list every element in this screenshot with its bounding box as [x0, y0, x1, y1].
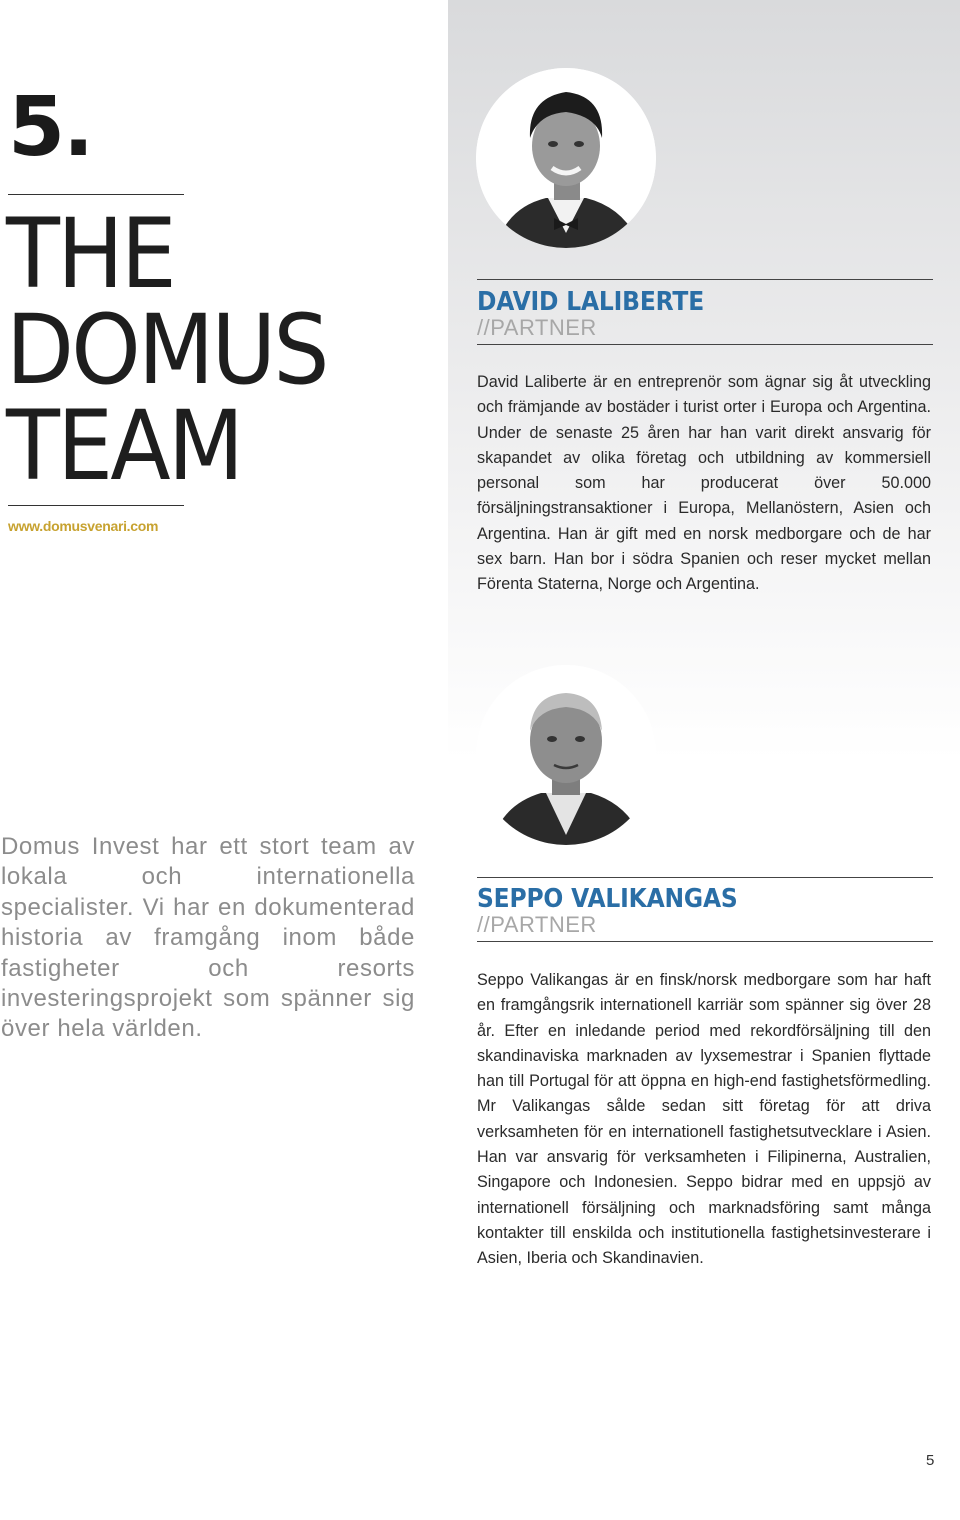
david-top-divider [477, 279, 933, 280]
page-number: 5 [926, 1452, 935, 1469]
title-line-2: DOMUS [6, 294, 327, 406]
seppo-top-divider [477, 877, 933, 878]
intro-text: Domus Invest har ett stort team av lokala och internationella specialister. Vi har en dokumenterad historia av framgång inom både fastigheter och resorts investeringsprojekt som spänner sig över hela världen. [1, 833, 415, 1043]
portrait-david-image [476, 68, 656, 248]
person-name-david: DAVID LALIBERTE [477, 287, 705, 317]
chapter-number: 5. [8, 80, 93, 175]
seppo-bottom-divider [477, 941, 933, 942]
person-role-seppo: //PARTNER [477, 912, 597, 937]
title-line-1: THE [6, 198, 174, 310]
person-bio-david: David Laliberte är en entreprenör som ägnar sig åt utveckling och främjande av bostäder i turist orter i Europa och Argentina. Under de senaste 25 åren har han varit direkt ansvarig för skapandet av olika företag och utbildning av kommersiell personal som har producerat över 50.000 försäljningstransaktioner i Europa, Mellanöstern, Asien och Argentina. Han är gift med en norsk medborgare och de har sex barn. Han bor i södra Spanien och reser mycket mellan Förenta Staterna, Norge och Argentina. [477, 373, 931, 594]
title-bottom-divider [8, 505, 184, 506]
portrait-david-laliberte [476, 68, 656, 248]
website-link[interactable]: www.domusvenari.com [8, 518, 159, 534]
title-line-3: TEAM [6, 390, 242, 502]
person-name-seppo: SEPPO VALIKANGAS [477, 884, 738, 914]
person-bio-seppo: Seppo Valikangas är en finsk/norsk medborgare som har haft en framgångsrik internationell karriär som spänner sig över 28 år. Efter en inledande period med rekordförsäljning till den skandinaviska marknaden av lyxsemestrar i Spanien flyttade han till Portugal för att öppna en high-end fastighetsförmedling. Mr Valikangas sålde sedan sitt företag för att driva verksamheten för en internationell fastighetsutvecklare i Asien. Han var ansvarig för verksamheten i Filipinerna, Australien, Singapore och Indonesien. Seppo bidrar med en uppsjö av internationell försäljning och marknadsföring samt många kontakter till enskilda och institutionella fastighetsinvesterare i Asien, Iberia och Skandinavien. [477, 971, 931, 1268]
david-bottom-divider [477, 344, 933, 345]
portrait-seppo-valikangas [476, 665, 656, 845]
page-title [6, 198, 327, 502]
title-top-divider [8, 194, 184, 195]
portrait-seppo-image [476, 665, 656, 845]
person-role-david: //PARTNER [477, 315, 597, 340]
